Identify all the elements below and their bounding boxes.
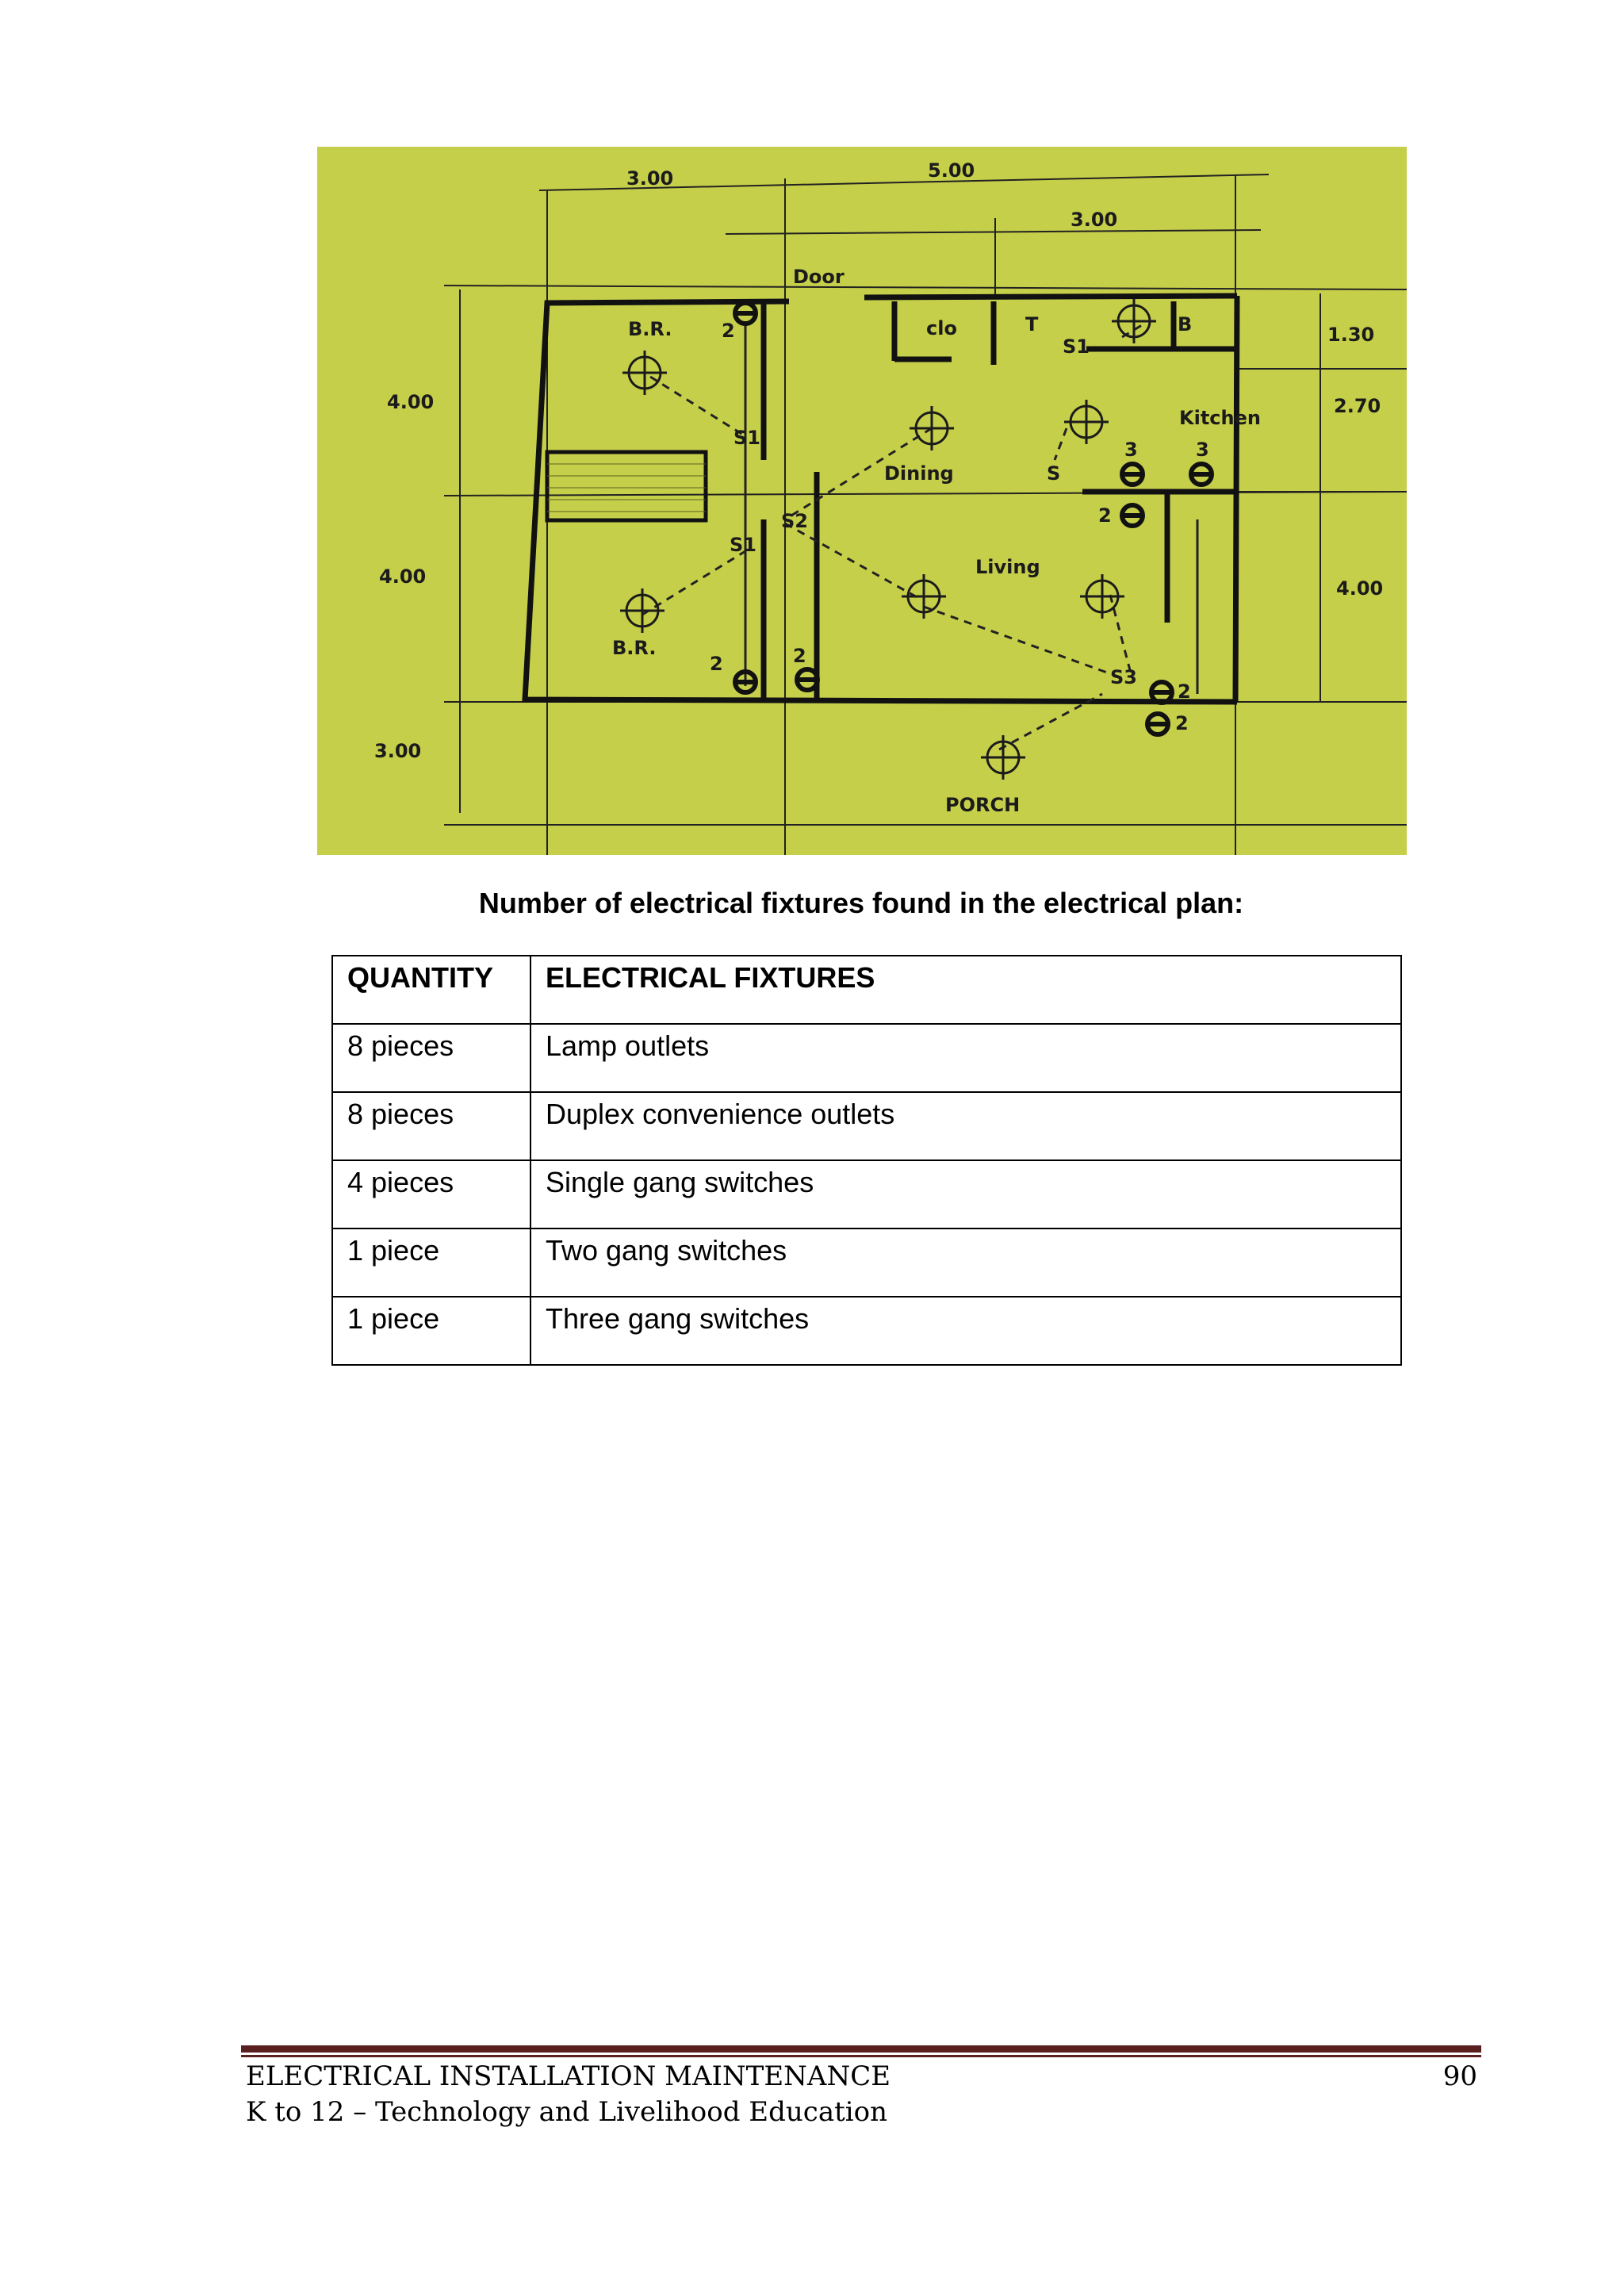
fixture-cell: Three gang switches: [530, 1297, 1401, 1365]
table-caption: Number of electrical fixtures found in the electrical plan:: [478, 887, 1244, 919]
fixture-cell: Single gang switches: [530, 1160, 1401, 1228]
quantity-cell: 8 pieces: [332, 1024, 530, 1092]
table-header-row: [332, 956, 1401, 1024]
outlet-label: 2: [710, 653, 723, 675]
header-fixtures: ELECTRICAL FIXTURES: [530, 956, 1401, 1024]
room-door: Door: [793, 266, 845, 288]
dim-top-right: 3.00: [1071, 209, 1118, 231]
footer-rule: [241, 2045, 1481, 2053]
table-row: [332, 1092, 1401, 1160]
room-clo: clo: [926, 317, 957, 339]
table-row: [332, 1160, 1401, 1228]
room-living: Living: [975, 556, 1040, 578]
outlet-label: 3: [1124, 439, 1138, 461]
dim-top-left: 3.00: [626, 167, 674, 190]
room-b: B: [1178, 313, 1193, 335]
quantity-cell: 1 piece: [332, 1228, 530, 1297]
fixture-cell: Two gang switches: [530, 1228, 1401, 1297]
page-number: 90: [1442, 2060, 1477, 2092]
outlet-label: 2: [722, 320, 735, 342]
room-kitchen: Kitchen: [1179, 407, 1261, 429]
quantity-cell: 8 pieces: [332, 1092, 530, 1160]
dim-left-1: 4.00: [387, 391, 435, 413]
quantity-cell: 4 pieces: [332, 1160, 530, 1228]
dim-right-2: 2.70: [1334, 395, 1381, 417]
dim-right-1: 1.30: [1327, 324, 1375, 346]
switch-s2: S2: [781, 510, 808, 532]
dim-left-2: 4.00: [379, 565, 427, 588]
outlet-label: 2: [1178, 680, 1191, 703]
outlet-label: 2: [1098, 504, 1112, 527]
dim-top-mid: 5.00: [928, 159, 975, 182]
footer-title: ELECTRICAL INSTALLATION MAINTENANCE: [246, 2060, 891, 2092]
floor-plan-drawing: [317, 147, 1407, 855]
footer-subtitle: K to 12 – Technology and Livelihood Education: [246, 2096, 887, 2128]
dim-left-3: 3.00: [374, 740, 422, 762]
fixtures-table: [331, 955, 1402, 1366]
table-row: [332, 1228, 1401, 1297]
room-br-top: B.R.: [628, 318, 672, 340]
outlet-label: 2: [793, 645, 806, 667]
switch-s-kitchen: S: [1047, 462, 1061, 485]
table-row: [332, 1297, 1401, 1365]
dim-right-3: 4.00: [1336, 577, 1384, 600]
switch-s1-br: S1: [733, 427, 760, 449]
electrical-plan-photo: [317, 147, 1407, 855]
switch-s3: S3: [1110, 666, 1137, 688]
table-row: [332, 1024, 1401, 1092]
switch-s1-toilet: S1: [1063, 335, 1090, 358]
room-porch: PORCH: [945, 794, 1021, 816]
outlet-label: 3: [1196, 439, 1209, 461]
room-t: T: [1025, 313, 1039, 335]
footer-rule-thin: [241, 2055, 1481, 2057]
outlet-label: 2: [1175, 712, 1189, 734]
fixture-cell: Lamp outlets: [530, 1024, 1401, 1092]
quantity-cell: 1 piece: [332, 1297, 530, 1365]
switch-s1-br2: S1: [730, 534, 756, 556]
fixture-cell: Duplex convenience outlets: [530, 1092, 1401, 1160]
header-quantity: QUANTITY: [332, 956, 530, 1024]
room-br-bottom: B.R.: [612, 637, 657, 659]
room-dining: Dining: [884, 462, 954, 485]
